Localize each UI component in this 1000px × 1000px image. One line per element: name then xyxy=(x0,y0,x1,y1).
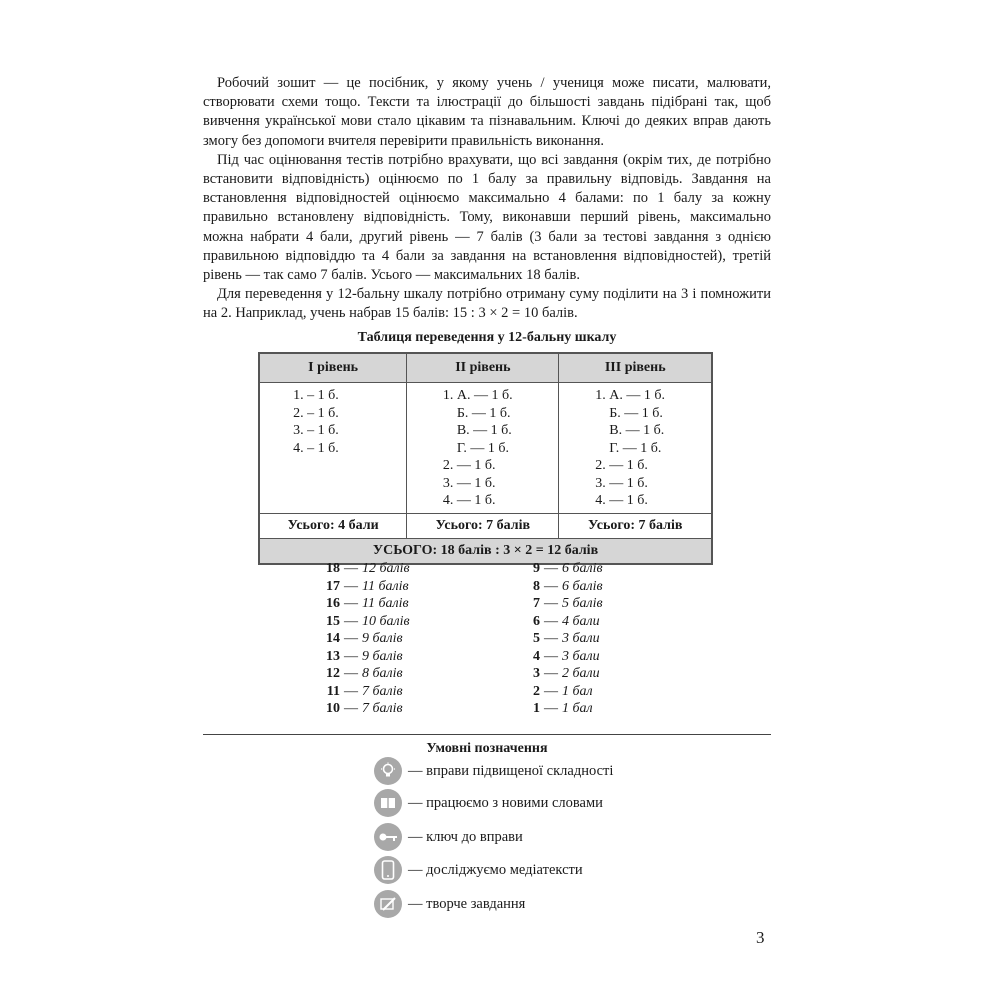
legend-item-creative-task xyxy=(374,890,525,918)
scale-row: 9 — 6 балів xyxy=(518,560,603,578)
table-items-row xyxy=(259,383,712,514)
scale-row: 8 — 6 балів xyxy=(518,578,603,596)
scale-row: 18 — 12 балів xyxy=(318,560,410,578)
grade: 6 балів xyxy=(562,578,603,594)
points: 9 xyxy=(533,561,540,576)
level-3-items xyxy=(559,383,712,514)
points: 11 xyxy=(326,683,340,699)
level-2-items xyxy=(407,383,559,514)
list-item: В. — 1 б. xyxy=(595,423,665,438)
grade: 9 балів xyxy=(362,648,403,664)
pencil-icon xyxy=(374,890,402,918)
level-1-items xyxy=(259,383,407,514)
points: 8 xyxy=(533,578,540,594)
grade: 1 бал xyxy=(562,701,593,716)
list-item: В. — 1 б. xyxy=(442,423,512,438)
scale-row: 16 — 11 балів xyxy=(318,595,410,613)
list-item: Б. — 1 б. xyxy=(442,405,511,421)
grade: 8 балів xyxy=(362,666,403,681)
grade: 12 балів xyxy=(362,561,410,576)
scale-row: 13 — 9 балів xyxy=(318,648,410,666)
scale-row: 12 — 8 балів xyxy=(318,665,410,683)
header-level-1: I рівень xyxy=(259,353,407,383)
list-item: 2. — 1 б. xyxy=(595,458,648,473)
intro-text xyxy=(203,74,771,324)
table-title: Таблиця переведення у 12-бальну шкалу xyxy=(357,330,617,345)
points: 10 xyxy=(326,701,340,716)
list-item: 2. – 1 б. xyxy=(293,405,339,421)
sum-level-2: Усього: 7 балів xyxy=(407,514,559,539)
list-item: 1. – 1 б. xyxy=(293,388,339,403)
header-level-3: III рівень xyxy=(559,353,712,383)
table-header-row xyxy=(259,353,712,383)
conversion-table xyxy=(258,352,713,565)
points: 5 xyxy=(533,631,540,646)
scale-row: 4 — 3 бали xyxy=(518,648,603,666)
points: 12 xyxy=(326,666,340,681)
grade-scale-left xyxy=(318,560,410,718)
list-item: 4. — 1 б. xyxy=(442,493,496,508)
points: 2 xyxy=(533,683,540,699)
lightbulb-icon xyxy=(374,757,402,785)
scale-row: 5 — 3 бали xyxy=(518,630,603,648)
book-icon xyxy=(374,789,402,817)
grade-scale-right xyxy=(518,560,603,718)
paragraph: Робочий зошит — це посібник, у якому учень / учениця може писати, малювати, створювати схеми тощо. Тексти та ілюстрації до більшості завдань підібрані так, щоб вивчення української мови стало цікавим та пізнавальним. Ключі до деяких вправ дають змогу без допомоги вчителя перевірити правильність виконання. xyxy=(203,75,771,149)
paragraph: Під час оцінювання тестів потрібно врахувати, що всі завдання (окрім тих, де потрібно встановити відповідність) оцінюємо по 1 балу за правильну відповідь. Завдання на встановлення відповідностей оцінюємо максимально 4 балами: по 1 балу за кожну правильно встановлену відповідність. Тому, виконавши перший рівень, максимально можна набрати 4 бали, другий рівень — 7 балів (3 бали за тестові завдання з однією правильною відповіддю та 4 бали за завдання на встановлення відповідностей), третій рівень — так само 7 балів. Усього — максимальних 18 балів. xyxy=(203,151,771,284)
points: 13 xyxy=(326,648,340,664)
legend-item-new-words xyxy=(374,789,603,817)
list-item: 3. — 1 б. xyxy=(595,475,648,491)
scale-row: 3 — 2 бали xyxy=(518,665,603,683)
grade: 7 балів xyxy=(362,701,403,716)
grade: 1 бал xyxy=(562,683,593,699)
grade: 4 бали xyxy=(562,613,600,629)
points: 6 xyxy=(533,613,540,629)
grade: 11 балів xyxy=(362,578,409,594)
scale-row: 15 — 10 балів xyxy=(318,613,410,631)
scale-row: 17 — 11 балів xyxy=(318,578,410,596)
scale-row: 1 — 1 бал xyxy=(518,700,603,718)
grade: 3 бали xyxy=(562,631,600,646)
list-item: 3. – 1 б. xyxy=(293,423,339,438)
points: 1 xyxy=(533,701,540,716)
list-item: 4. — 1 б. xyxy=(595,493,648,508)
legend-label: — ключ до вправи xyxy=(408,828,523,845)
points: 14 xyxy=(326,631,340,646)
grade: 7 балів xyxy=(362,683,403,699)
points: 18 xyxy=(326,561,340,576)
scale-row: 7 — 5 балів xyxy=(518,595,603,613)
key-icon xyxy=(374,823,402,851)
header-level-2: II рівень xyxy=(407,353,559,383)
points: 17 xyxy=(326,578,340,594)
scale-row: 2 — 1 бал xyxy=(518,683,603,701)
paragraph: Для переведення у 12-бальну шкалу потрібно отриману суму поділити на 3 і помножити на 2. Наприклад, учень набрав 15 балів: 15 : 3 × 2 = 10 балів. xyxy=(203,286,771,322)
grade: 9 балів xyxy=(362,631,403,646)
page-number: 3 xyxy=(756,928,765,947)
points: 3 xyxy=(533,666,540,681)
grade: 5 балів xyxy=(562,596,603,611)
list-item: 1. А. — 1 б. xyxy=(442,388,513,403)
grade: 10 балів xyxy=(362,613,410,629)
sum-level-3: Усього: 7 балів xyxy=(559,514,712,539)
points: 15 xyxy=(326,613,340,629)
legend-label: — творче завдання xyxy=(408,895,526,912)
list-item: Б. — 1 б. xyxy=(595,405,663,421)
legend-item-hard-exercises xyxy=(374,757,613,785)
grade: 11 балів xyxy=(362,596,409,611)
table-sum-row xyxy=(259,514,712,539)
legend-item-media-texts xyxy=(374,856,583,884)
list-item: 4. – 1 б. xyxy=(293,440,339,456)
legend-label: — вправи підвищеної складності xyxy=(408,762,614,779)
list-item: Г. — 1 б. xyxy=(595,440,662,456)
grade: 6 балів xyxy=(562,561,603,576)
list-item: 1. А. — 1 б. xyxy=(595,388,665,403)
grade: 2 бали xyxy=(562,666,600,681)
grand-total: УСЬОГО: 18 балів : 3 × 2 = 12 балів xyxy=(259,539,712,565)
scale-row: 6 — 4 бали xyxy=(518,613,603,631)
sum-level-1: Усього: 4 бали xyxy=(259,514,407,539)
legend-title: Умовні позначення xyxy=(426,741,548,756)
scale-row: 11 — 7 балів xyxy=(318,683,410,701)
scale-row: 14 — 9 балів xyxy=(318,630,410,648)
points: 7 xyxy=(533,596,540,611)
legend-item-answer-key xyxy=(374,823,523,851)
legend-label: — працюємо з новими словами xyxy=(408,794,603,811)
points: 4 xyxy=(533,648,540,664)
scale-row: 10 — 7 балів xyxy=(318,700,410,718)
legend-label: — досліджуємо медіатексти xyxy=(408,861,583,878)
divider xyxy=(203,734,771,735)
list-item: Г. — 1 б. xyxy=(442,440,509,456)
points: 16 xyxy=(326,596,340,611)
list-item: 2. — 1 б. xyxy=(442,458,496,473)
grade: 3 бали xyxy=(562,648,600,664)
list-item: 3. — 1 б. xyxy=(442,475,496,491)
phone-icon xyxy=(374,856,402,884)
